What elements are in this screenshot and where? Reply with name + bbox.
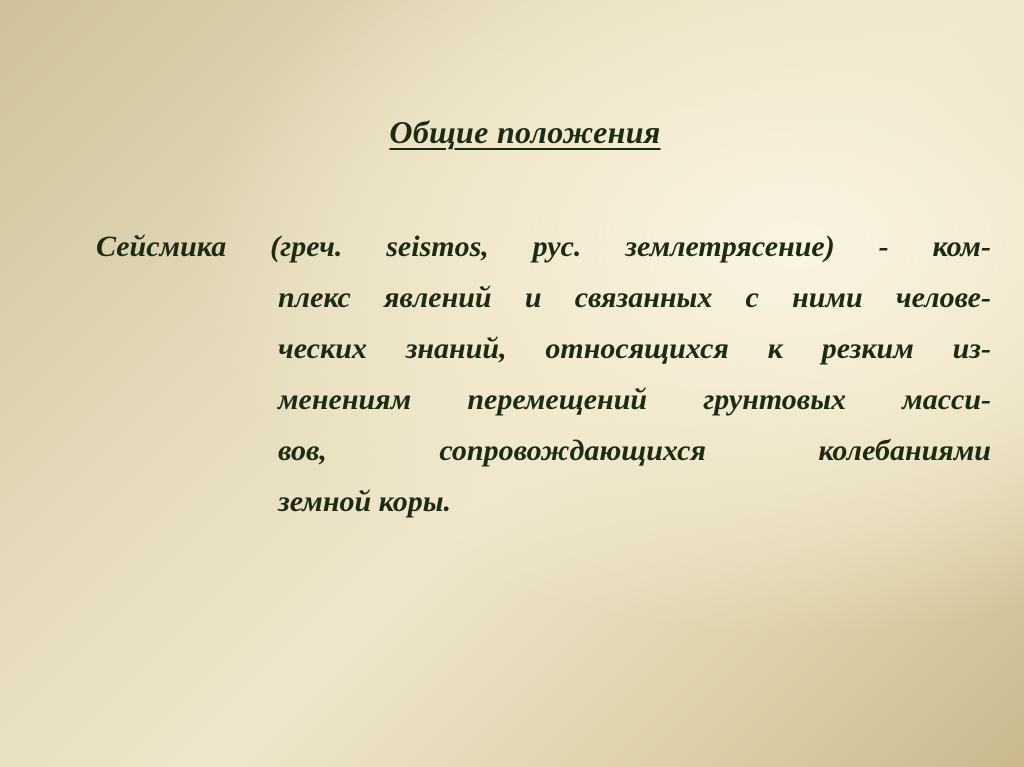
definition-word: грунтовых	[703, 383, 847, 416]
definition-word: челове-	[895, 281, 991, 314]
definition-word: резким	[821, 332, 914, 365]
definition-word: Сейсмика	[96, 230, 227, 263]
definition-word: вов,	[278, 434, 327, 467]
definition-word: масси-	[902, 383, 991, 416]
definition-word: seismos,	[386, 230, 489, 263]
definition-word: и	[524, 281, 542, 314]
definition-word: сопровождающихся	[439, 434, 706, 467]
definition-word: к	[767, 332, 783, 365]
definition-word: ними	[792, 281, 863, 314]
definition-word: знаний,	[405, 332, 507, 365]
definition-word: ком-	[932, 230, 991, 263]
definition-word: ческих	[278, 332, 367, 365]
definition-line-1	[96, 221, 991, 272]
definition-word: (греч.	[270, 230, 343, 263]
definition-word: связанных	[574, 281, 713, 314]
definition-word: рус.	[532, 230, 582, 263]
definition-line-4	[278, 374, 991, 425]
definition-line-6	[278, 476, 991, 527]
definition-word: колебаниями	[818, 434, 991, 467]
definition-word: явлений	[384, 281, 492, 314]
definition-word: плекс	[278, 281, 351, 314]
definition-line-5	[278, 425, 991, 476]
definition-word: относящихся	[545, 332, 729, 365]
definition-word: земной коры.	[278, 485, 452, 518]
definition-word: из-	[952, 332, 991, 365]
definition-line-2	[278, 272, 991, 323]
definition-line-3	[278, 323, 991, 374]
definition-word: перемещений	[467, 383, 648, 416]
definition-word: менениям	[278, 383, 412, 416]
definition-word: с	[745, 281, 759, 314]
definition-word: землетрясение)	[625, 230, 835, 263]
slide-title: Общие положения	[389, 114, 661, 150]
definition-word: -	[878, 230, 889, 263]
